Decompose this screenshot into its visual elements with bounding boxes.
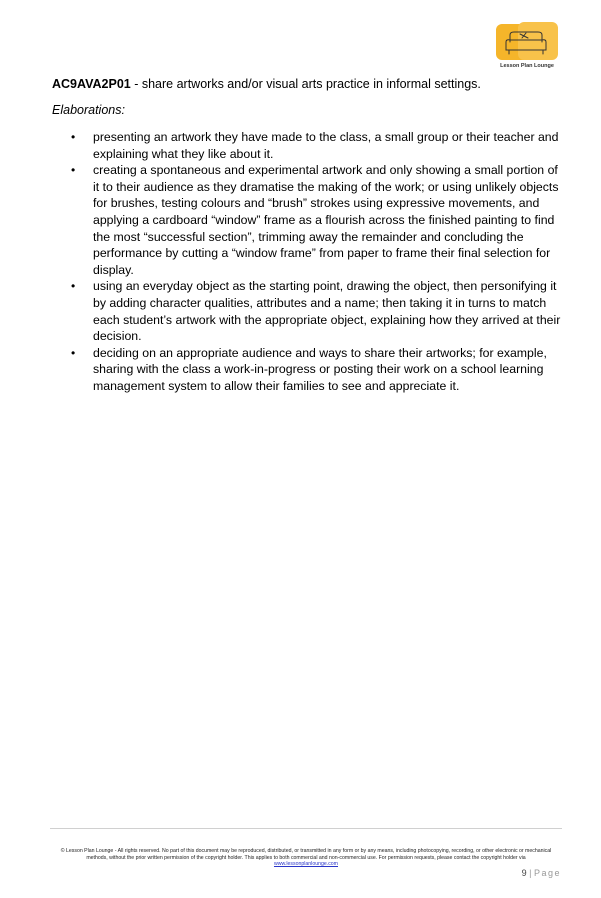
list-item	[52, 278, 564, 344]
page-number	[522, 868, 561, 878]
logo-block-front	[518, 22, 558, 60]
list-item	[52, 345, 564, 395]
list-item-text: using an everyday object as the starting point, drawing the object, then personifying it by adding character qualities, attributes and a name; then taking it in turns to match each student’s artwork with the appropriate object, explaining how they arrived at their decision.	[93, 279, 561, 344]
list-item-text: deciding on an appropriate audience and ways to share their artworks; for example, sharing with the class a work-in-progress or posting their work on a school learning management system to allow their families to see and appreciate it.	[93, 345, 547, 393]
list-item-text: creating a spontaneous and experimental artwork and only showing a small portion of it to their audience as they dramatise the making of the work; or using unlikely objects for brushes, testing colours and “brush” strokes using expressive movements, and applying a cardboard “window” frame as a flourish across the finished painting to find the most “successful section”, trimming away the remainder and concluding the performance by cutting a “window frame” from paper to frame their final selection for display.	[93, 163, 559, 277]
list-item	[52, 129, 564, 162]
sofa-logo-icon	[492, 20, 562, 64]
page-separator: |	[529, 868, 532, 878]
curriculum-code: AC9AVA2P01	[52, 77, 131, 91]
list-item	[52, 162, 564, 278]
elaborations-list	[52, 129, 564, 395]
curriculum-description: - share artworks and/or visual arts practice in informal settings.	[130, 77, 481, 91]
copyright-footer	[50, 848, 562, 868]
bullet-icon: •	[71, 130, 76, 144]
bullet-icon: •	[71, 279, 76, 294]
website-link[interactable]: www.lessonplanlounge.com	[273, 861, 338, 868]
bullet-icon: •	[71, 163, 76, 178]
elaborations-heading: Elaborations:	[52, 103, 125, 117]
curriculum-code-line	[52, 77, 481, 92]
logo-text: Lesson Plan Lounge	[500, 63, 554, 69]
list-item-text: presenting an artwork they have made to the class, a small group or their teacher and explaining what they like about it.	[93, 130, 559, 161]
lesson-plan-lounge-logo	[492, 20, 562, 74]
copyright-text: © Lesson Plan Lounge - All rights reserved. No part of this document may be reproduced, distributed, or transmitted in any form or by any means, including photocopying, recording, or other electronic or mechanical methods, without the prior written permission of the copyright holder. This applies to both commercial and non-commercial use. For permission requests, please contact the copyright holder via	[60, 848, 552, 861]
page-number-value: 9	[521, 868, 527, 878]
footer-divider	[50, 828, 562, 829]
bullet-icon: •	[71, 345, 76, 360]
page-word: Page	[533, 868, 561, 878]
